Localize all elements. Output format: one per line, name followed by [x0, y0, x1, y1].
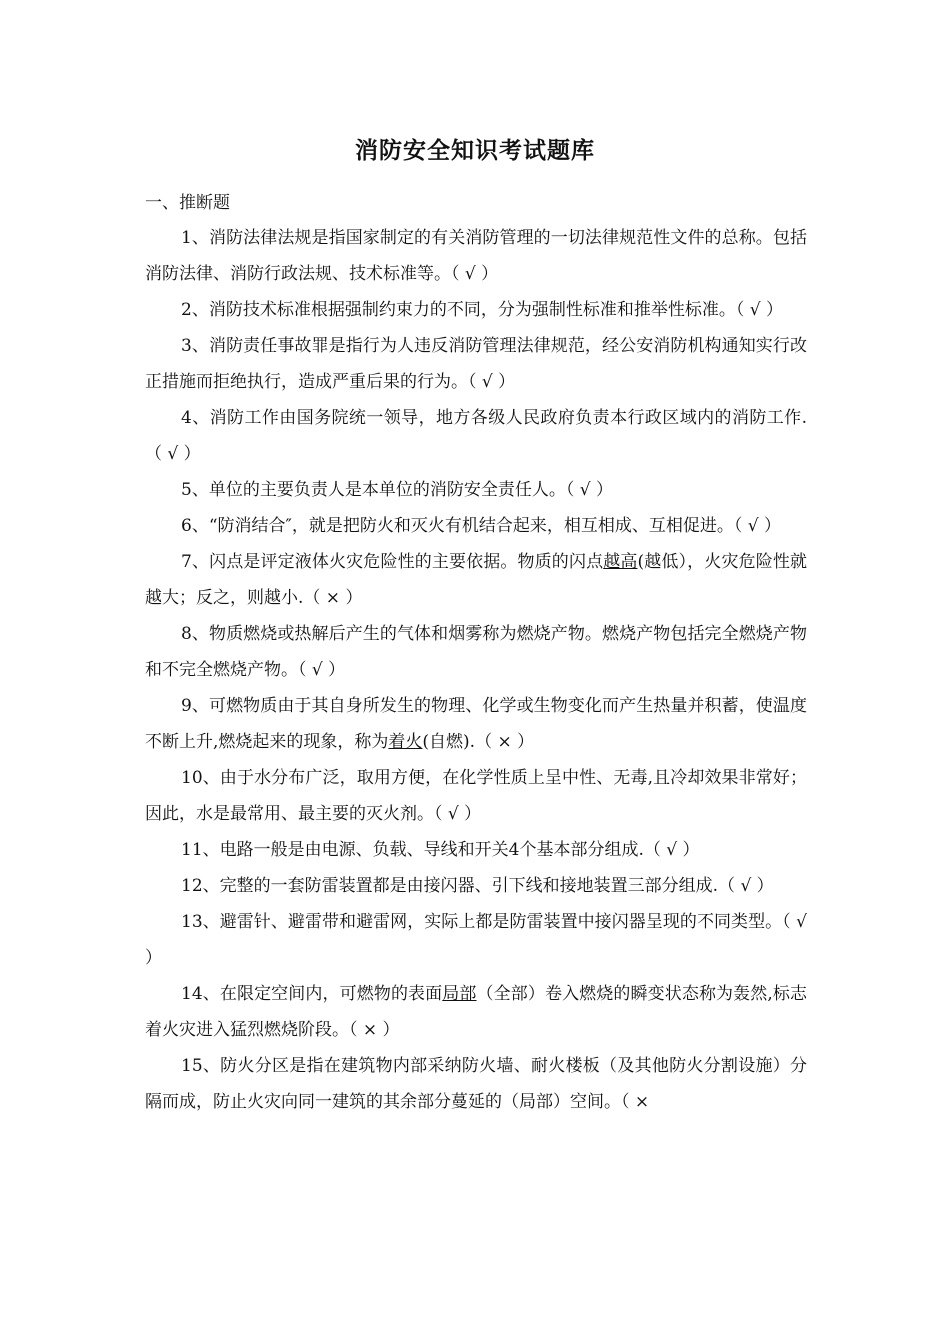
question-text: 2、消防技术标准根据强制约束力的不同，分为强制性标准和推举性标准。（ √ ）	[181, 300, 783, 320]
question-text: 5、单位的主要负责人是本单位的消防安全责任人。（ √ ）	[181, 480, 613, 500]
question-item	[145, 868, 807, 904]
question-text: (自燃).（ × ）	[422, 732, 535, 752]
question-text: （全部）卷入燃烧的瞬变状态称为轰然,标志着火灾进入猛烈燃烧阶段。（ × ）	[145, 984, 808, 1040]
question-text: (越低），火灾危险性就越大；反之，则越小.（ × ）	[145, 552, 807, 608]
underlined-term: 越高	[603, 552, 638, 572]
question-item	[145, 292, 807, 328]
question-item	[145, 508, 807, 544]
question-text: 10、由于水分布广泛，取用方便，在化学性质上呈中性、无毒,且冷却效果非常好；因此，水是最常用、最主要的灭火剂。（ √ ）	[145, 768, 807, 824]
question-item	[145, 616, 807, 688]
section-heading: 一、推断题	[145, 193, 230, 213]
question-text: 13、避雷针、避雷带和避雷网，实际上都是防雷装置中接闪器呈现的不同类型。（ √ ）	[145, 912, 807, 968]
question-item	[145, 832, 807, 868]
question-item	[145, 904, 807, 976]
question-text: 7、闪点是评定液体火灾危险性的主要依据。物质的闪点	[181, 552, 604, 572]
question-text: 1、消防法律法规是指国家制定的有关消防管理的一切法律规范性文件的总称。包括消防法律、消防行政法规、技术标准等。（ √ ）	[145, 228, 807, 284]
question-item	[145, 544, 807, 616]
question-text: 14、在限定空间内，可燃物的表面	[181, 984, 443, 1004]
question-item	[145, 472, 807, 508]
question-item	[145, 688, 807, 760]
question-text: 9、可燃物质由于其自身所发生的物理、化学或生物变化而产生热量并积蓄，使温度不断上升,燃烧起来的现象，称为	[145, 696, 807, 752]
question-text: 8、物质燃烧或热解后产生的气体和烟雾称为燃烧产物。燃烧产物包括完全燃烧产物和不完全燃烧产物。（ √ ）	[145, 624, 807, 680]
question-item	[145, 760, 807, 832]
question-item	[145, 1048, 807, 1120]
question-list	[145, 220, 807, 1120]
underlined-term: 着火	[388, 732, 423, 752]
question-text: 11、电路一般是由电源、负载、导线和开关4个基本部分组成.（ √ ）	[181, 840, 700, 860]
question-item	[145, 220, 807, 292]
question-text: 6、“防消结合″，就是把防火和灭火有机结合起来，相互相成、互相促进。（ √ ）	[181, 516, 781, 536]
underlined-term: 局部	[442, 984, 477, 1004]
question-item	[145, 400, 807, 472]
question-text: 15、防火分区是指在建筑物内部采纳防火墙、耐火楼板（及其他防火分割设施）分隔而成，防止火灾向同一建筑的其余部分蔓延的（局部）空间。（ ×	[145, 1056, 807, 1112]
document-title: 消防安全知识考试题库	[355, 137, 595, 164]
question-item	[145, 976, 807, 1048]
question-item	[145, 328, 807, 400]
question-text: 3、消防责任事故罪是指行为人违反消防管理法律规范，经公安消防机构通知实行改正措施而拒绝执行，造成严重后果的行为。（ √ ）	[145, 336, 807, 392]
question-text: 4、消防工作由国务院统一领导，地方各级人民政府负责本行政区域内的消防工作.（ √ ）	[145, 408, 807, 464]
question-text: 12、完整的一套防雷装置都是由接闪器、引下线和接地装置三部分组成.（ √ ）	[181, 876, 774, 896]
